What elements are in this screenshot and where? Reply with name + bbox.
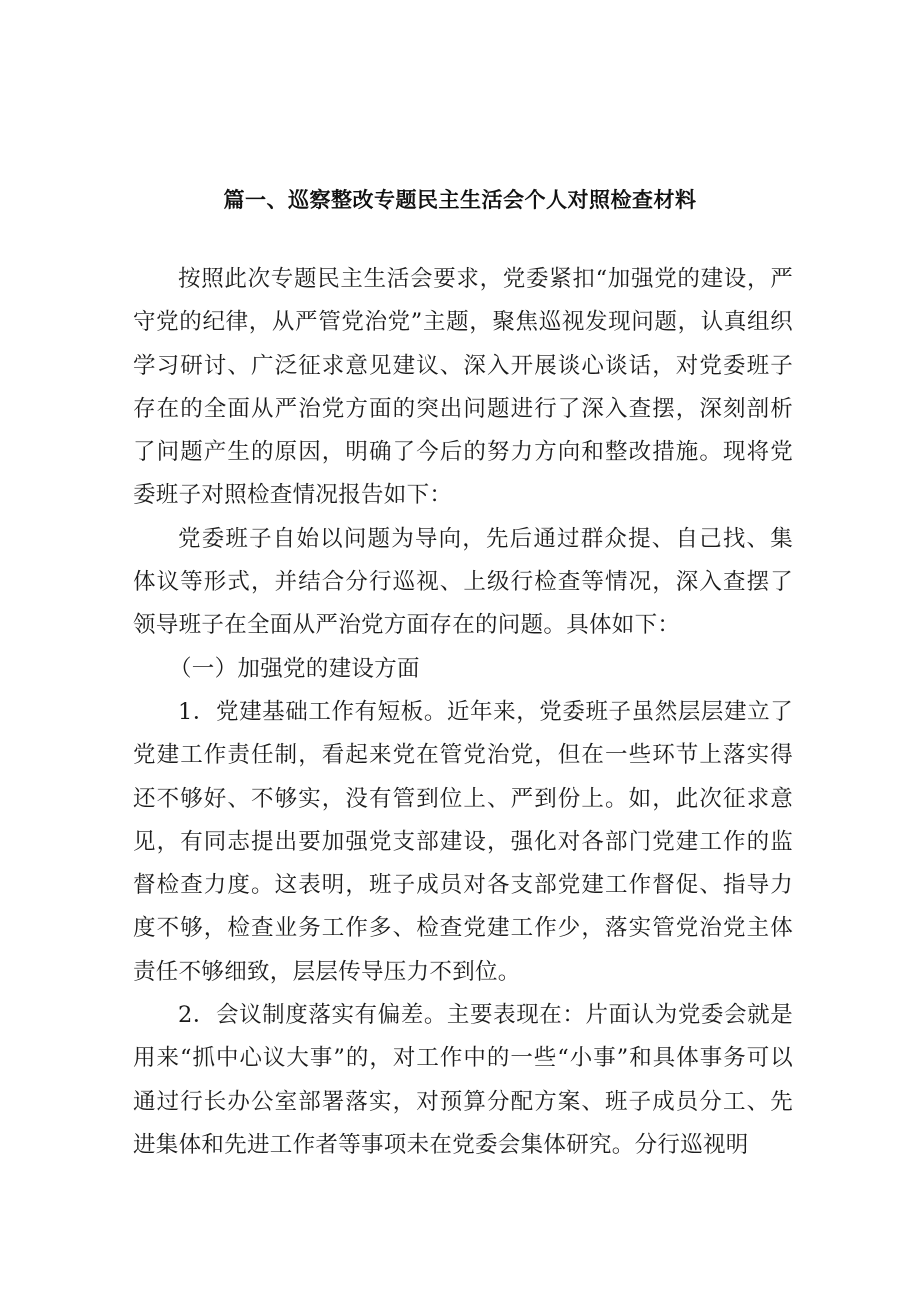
paragraph-item-2: 2．会议制度落实有偏差。主要表现在：片面认为党委会就是用来“抓中心议大事”的，对工作中的一些“小事”和具体事务可以通过行长办公室部署落实，对预算分配方案、班子成员分工、先进集体和先进工作者等事项未在党委会集体研究。分行巡视明	[133, 1002, 793, 1158]
paragraph-intro: 按照此次专题民主生活会要求，党委紧扣“加强党的建设，严守党的纪律，从严管党治党”主题，聚焦巡视发现问题，认真组织学习研讨、广泛征求意见建议、深入开展谈心谈话，对党委班子存在的全面从严治党方面的突出问题进行了深入查摆，深刻剖析了问题产生的原因，明确了今后的努力方向和整改措施。现将党委班子对照检查情况报告如下：	[133, 266, 793, 509]
document-body	[133, 258, 793, 1167]
document-title: 篇一、巡察整改专题民主生活会个人对照检查材料	[223, 188, 697, 212]
section-heading-party-building: （一）加强党的建设方面	[169, 655, 420, 682]
paragraph-problem-finding: 党委班子自始以问题为导向，先后通过群众提、自己找、集体议等形式，并结合分行巡视、上级行检查等情况，深入查摆了领导班子在全面从严治党方面存在的问题。具体如下：	[133, 525, 793, 639]
paragraph-item-1: 1．党建基础工作有短板。近年来，党委班子虽然层层建立了党建工作责任制，看起来党在管党治党，但在一些环节上落实得还不够好、不够实，没有管到位上、严到份上。如，此次征求意见，有同志提出要加强党支部建设，强化对各部门党建工作的监督检查力度。这表明，班子成员对各支部党建工作督促、指导力度不够，检查业务工作多、检查党建工作少，落实管党治党主体责任不够细致，层层传导压力不到位。	[133, 698, 793, 985]
